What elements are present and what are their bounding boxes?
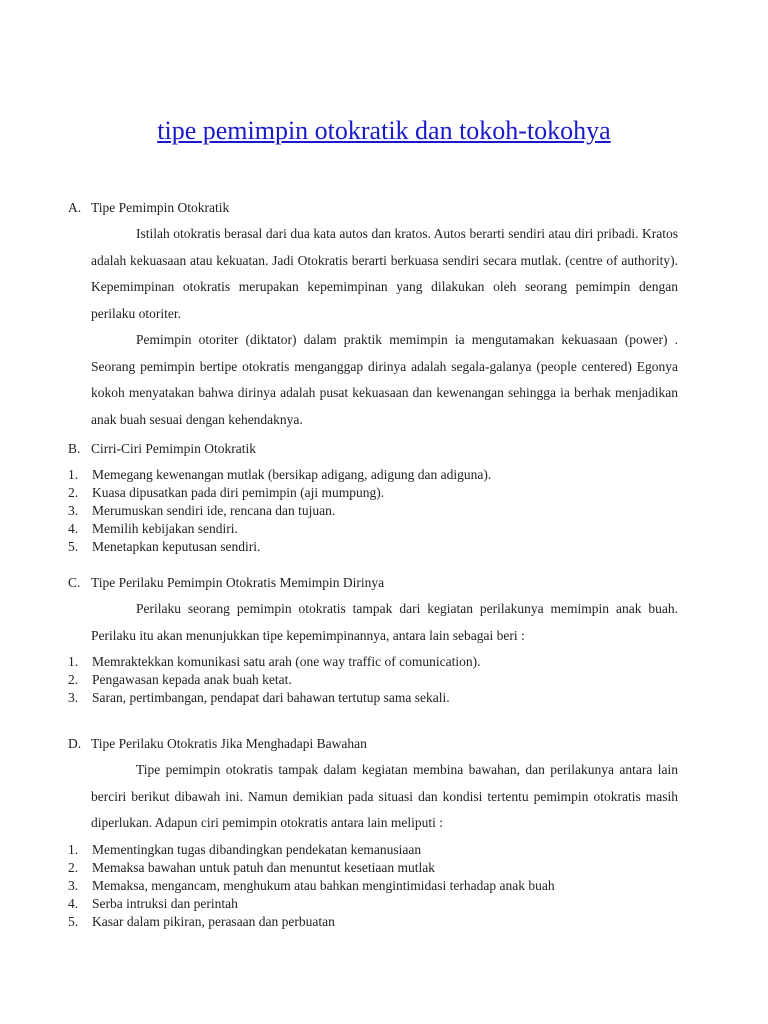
list-item: 4. Memilih kebijakan sendiri.	[68, 521, 238, 536]
section-c-list	[68, 653, 688, 707]
list-item: 2. Kuasa dipusatkan pada diri pemimpin (aji mumpung).	[68, 485, 385, 500]
list-item: 5. Menetapkan keputusan sendiri.	[68, 539, 261, 554]
section-d-paragraph: Tipe pemimpin otokratis tampak dalam kegiatan membina bawahan, dan perilakunya antara lain berciri berikut dibawah ini. Namun demikian pada situasi dan kondisi tertentu pemimpin otokratis masih diperlukan. Adapun ciri pemimpin otokratis antara lain meliputi :	[91, 762, 678, 830]
section-title: Tipe Perilaku Otokratis Jika Menghadapi Bawahan	[91, 736, 367, 751]
section-a-paragraph-2: Pemimpin otoriter (diktator) dalam praktik memimpin ia mengutamakan kekuasaan (power) . Seorang pemimpin bertipe otokratis menganggap dirinya adalah segala-galanya (people centered) Egonya kokoh menyatakan bahwa dirinya adalah pusat kekuasaan dan kewenangan sehingga ia berhak menjadikan anak buah sesuai dengan kehendaknya.	[91, 332, 678, 427]
page-title-link[interactable]: tipe pemimpin otokratik dan tokoh-tokohya	[157, 116, 611, 145]
list-item: 3. Merumuskan sendiri ide, rencana dan tujuan.	[68, 503, 336, 518]
list-item: 3. Saran, pertimbangan, pendapat dari bahawan tertutup sama sekali.	[68, 690, 450, 705]
section-letter: A.	[68, 200, 82, 215]
section-c-heading	[68, 573, 688, 593]
section-title: Tipe Pemimpin Otokratik	[91, 200, 230, 215]
list-item: 1. Mementingkan tugas dibandingkan pendekatan kemanusiaan	[68, 842, 422, 857]
section-title: Tipe Perilaku Pemimpin Otokratis Memimpin Dirinya	[91, 575, 385, 590]
list-item: 1. Memegang kewenangan mutlak (bersikap adigang, adigung dan adiguna).	[68, 467, 492, 482]
section-b-heading	[68, 439, 688, 459]
list-item: 5. Kasar dalam pikiran, perasaan dan perbuatan	[68, 914, 335, 929]
section-title: Cirri-Ciri Pemimpin Otokratik	[91, 441, 256, 456]
section-c-paragraph: Perilaku seorang pemimpin otokratis tampak dari kegiatan perilakunya memimpin anak buah. Perilaku itu akan menunjukkan tipe kepemimpinannya, antara lain sebagai beri :	[91, 601, 678, 643]
list-item: 1. Memraktekkan komunikasi satu arah (one way traffic of comunication).	[68, 654, 481, 669]
list-item: 3. Memaksa, mengancam, menghukum atau bahkan mengintimidasi terhadap anak buah	[68, 878, 555, 893]
list-item: 4. Serba intruksi dan perintah	[68, 896, 238, 911]
section-b-list	[68, 466, 688, 556]
section-d-list	[68, 841, 688, 931]
list-item: 2. Memaksa bawahan untuk patuh dan menuntut kesetiaan mutlak	[68, 860, 436, 875]
section-a-paragraph-1: Istilah otokratis berasal dari dua kata autos dan kratos. Autos berarti sendiri atau diri pribadi. Kratos adalah kekuasaan atau kekuatan. Jadi Otokratis berarti berkuasa sendiri secara mutlak. (centre of authority). Kepemimpinan otokratis merupakan kepemimpinan yang dilakukan oleh seorang pemimpin dengan perilaku otoriter.	[91, 226, 678, 321]
section-letter: B.	[68, 441, 81, 456]
section-a-heading	[68, 198, 688, 218]
list-item: 2. Pengawasan kepada anak buah ketat.	[68, 672, 292, 687]
section-letter: D.	[68, 736, 82, 751]
section-d-heading	[68, 734, 688, 754]
section-letter: C.	[68, 575, 81, 590]
